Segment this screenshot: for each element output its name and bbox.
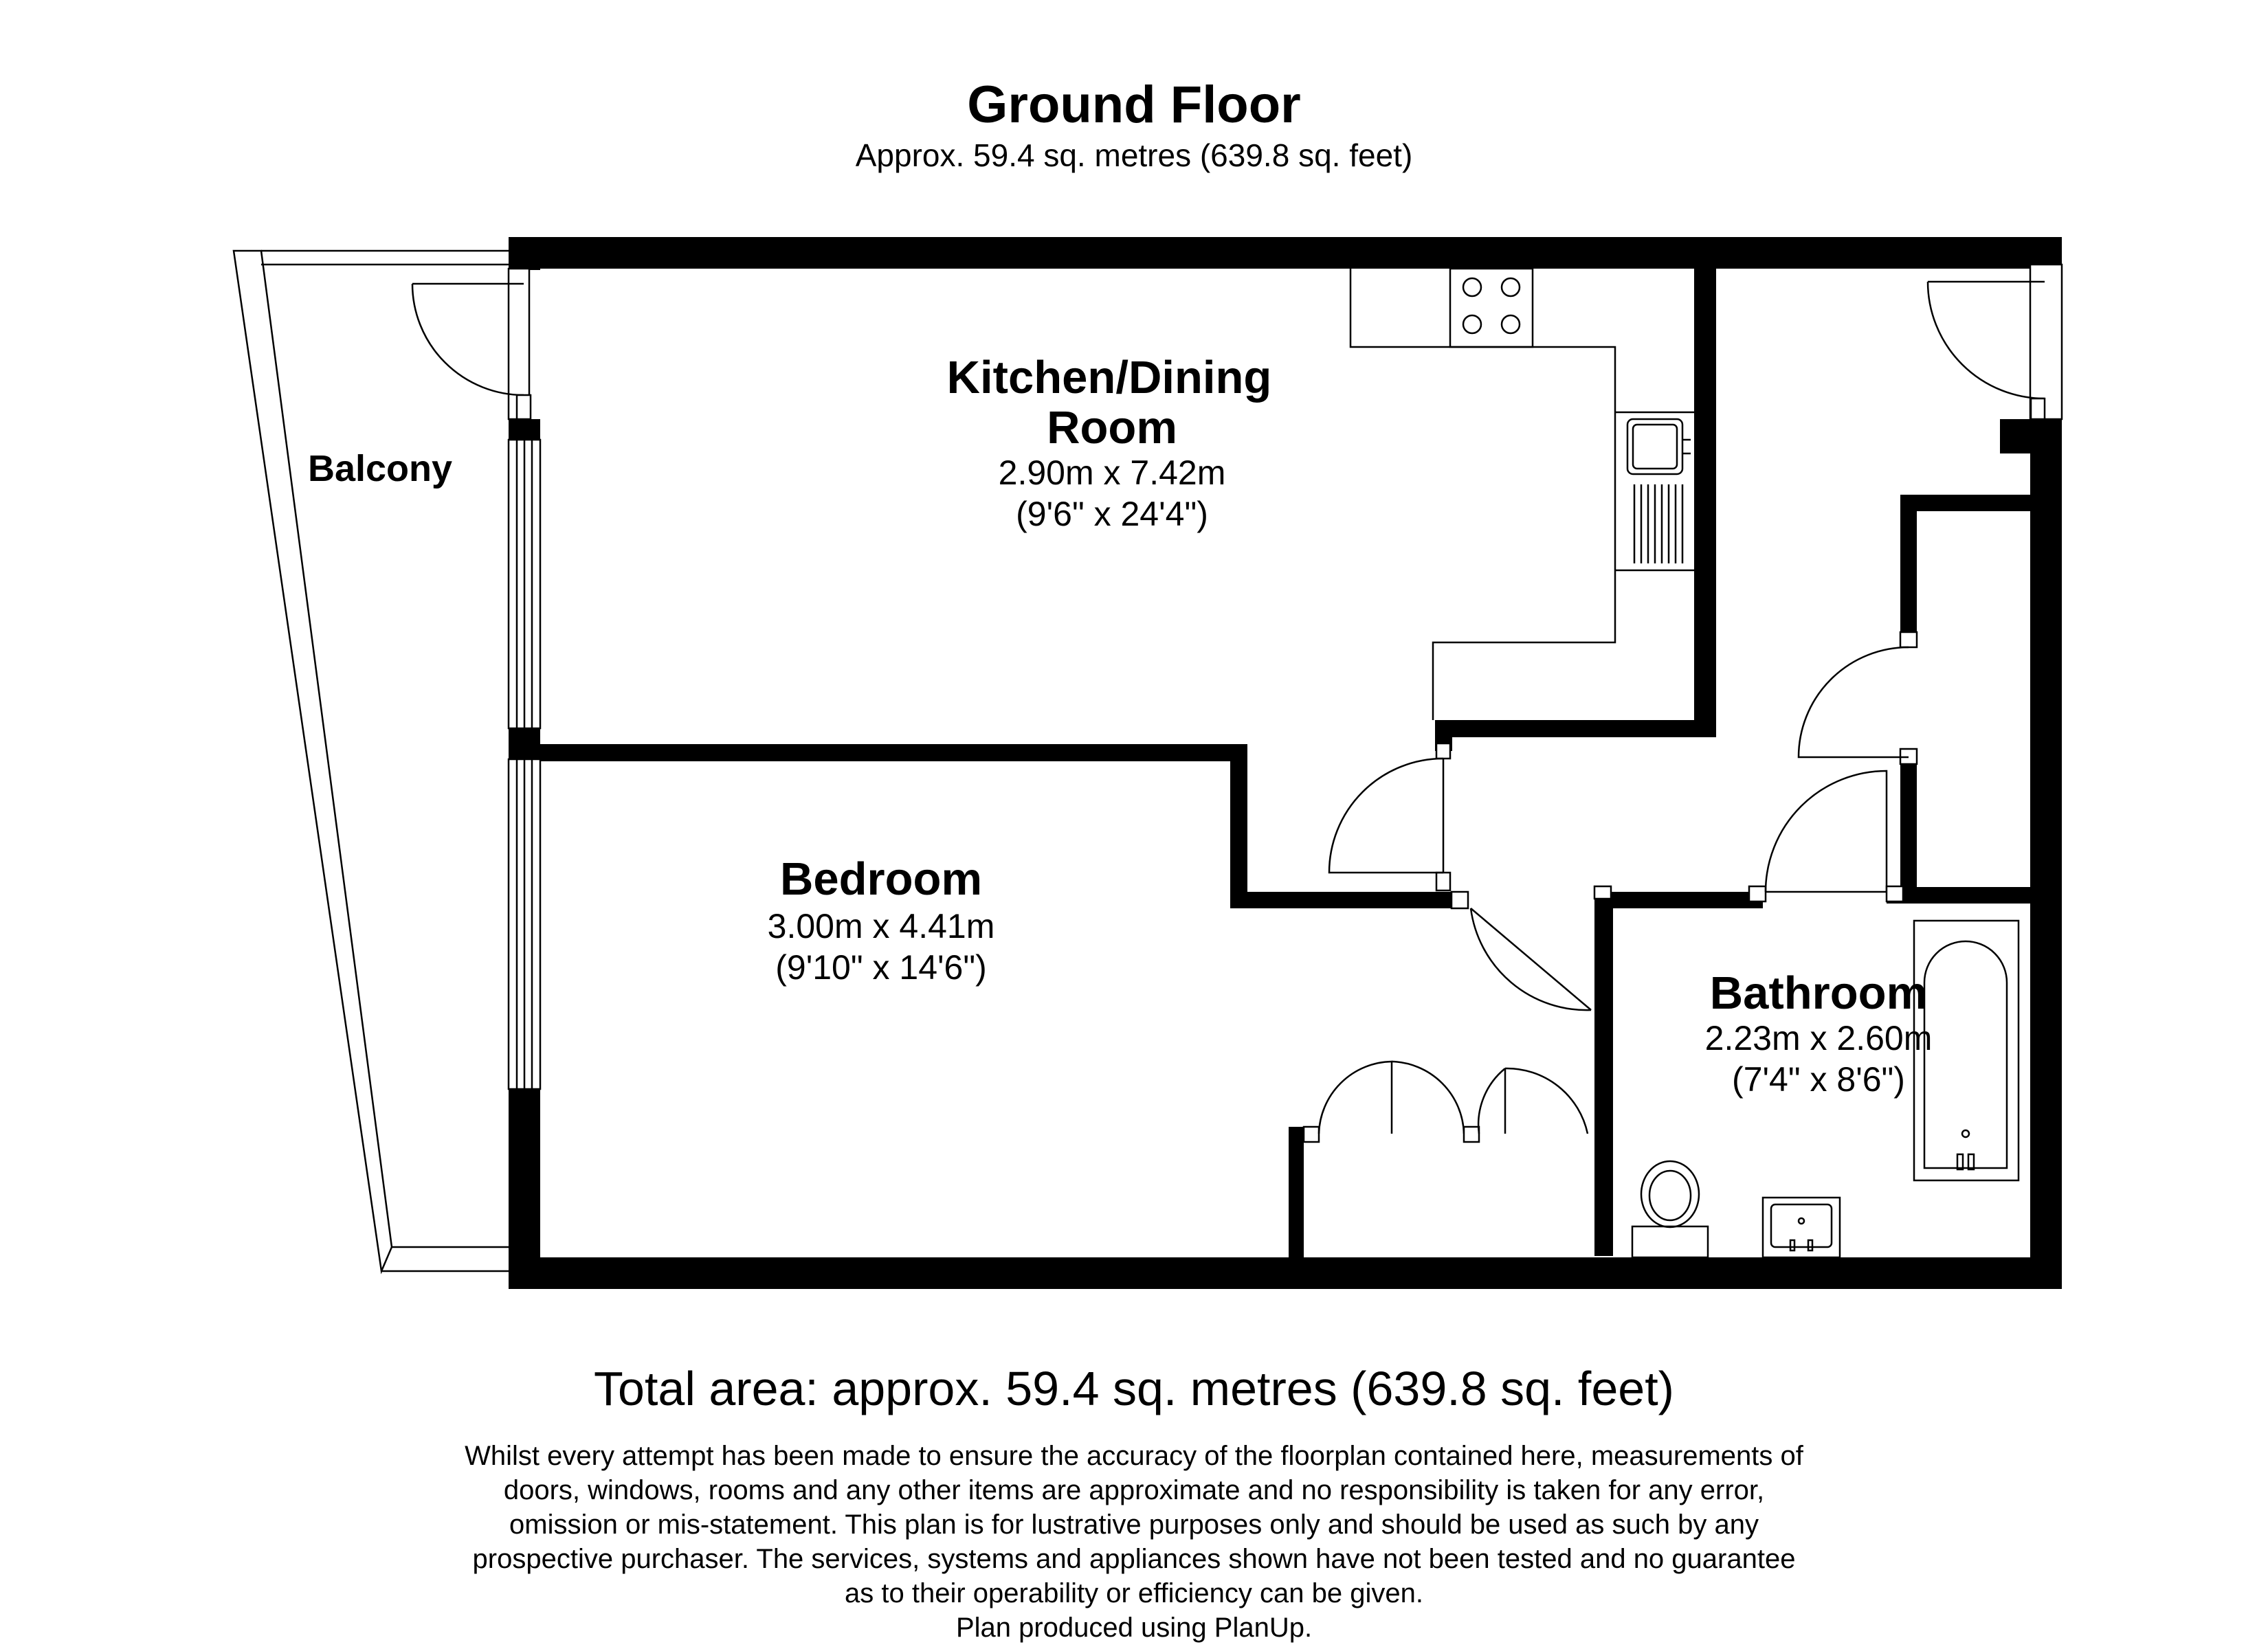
kitchen-size-metric: 2.90m x 7.42m [998,453,1226,492]
kitchen-door [1329,743,1450,890]
bathroom-size-imperial: (7'4" x 8'6") [1732,1060,1905,1099]
plan-title: Ground Floor [967,76,1301,134]
hob-icon [1450,269,1533,347]
planup-credit: Plan produced using PlanUp. [955,1613,1313,1643]
toilet-icon [1632,1161,1708,1257]
kitchen-name-line2: Room [1047,402,1177,453]
disclaimer-line: prospective purchaser. The services, systems and appliances shown have not been tested and no guarantee [472,1544,1796,1574]
exterior-walls [509,237,2062,1289]
kitchen-size-imperial: (9'6" x 24'4") [1016,495,1208,533]
basin-icon [1763,1198,1840,1257]
interior-walls [540,269,2030,1257]
drainer-icon [1634,484,1682,563]
total-area: Total area: approx. 59.4 sq. metres (639.8 sq. feet) [594,1362,1674,1415]
kitchen-name-line1: Kitchen/Dining [946,352,1272,403]
left-window-upper [509,440,540,728]
kitchen-sink-icon [1627,419,1691,563]
balcony-outline [234,251,509,1271]
bathroom-name: Bathroom [1709,967,1928,1019]
left-window-lower [509,759,540,1089]
bedroom-door [1452,892,1591,1010]
disclaimer-line: Whilst every attempt has been made to ensure the accuracy of the floorplan contained here, measurements of [465,1441,1803,1471]
cupboard-door [1799,632,1917,764]
plan-subtitle: Approx. 59.4 sq. metres (639.8 sq. feet) [855,137,1413,173]
bedroom-size-metric: 3.00m x 4.41m [767,907,995,945]
disclaimer-line: as to their operability or efficiency can be given. [845,1578,1423,1608]
balcony-name: Balcony [307,448,453,489]
bathroom-size-metric: 2.23m x 2.60m [1704,1019,1933,1057]
disclaimer-line: omission or mis-statement. This plan is for lustrative purposes only and should be used as such by any [509,1510,1759,1540]
balcony-door [412,269,531,419]
entrance-door [1928,265,2062,419]
bedroom-name: Bedroom [779,853,983,905]
kitchen-worktop [1350,269,1694,720]
bathroom-door [1594,771,1903,901]
bedroom-size-imperial: (9'10" x 14'6") [775,948,987,987]
wardrobe-doors [1304,1062,1588,1142]
disclaimer-line: doors, windows, rooms and any other items are approximate and no responsibility is taken for any error, [503,1475,1765,1505]
